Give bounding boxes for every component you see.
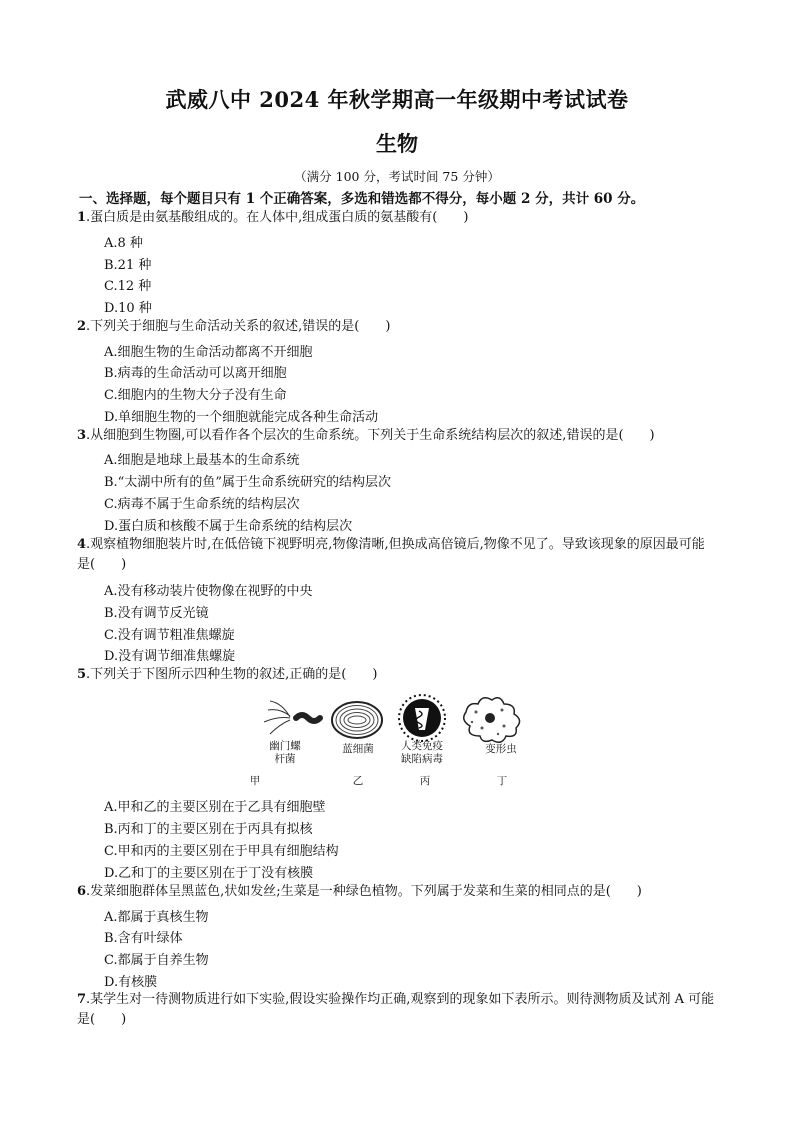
organism-tag: 丁	[496, 775, 508, 787]
organism-caption: 幽门螺 杆菌	[269, 740, 301, 765]
question-6: 6.发菜细胞群体呈黑蓝色,状如发丝;生菜是一种绿色植物。下列属于发菜和生菜的相同点的是( )	[77, 884, 642, 899]
option: B.“太湖中所有的鱼”属于生命系统研究的结构层次	[104, 475, 391, 490]
subject-title: 生物	[376, 131, 418, 156]
option: C.病毒不属于生命系统的结构层次	[104, 497, 300, 512]
option: C.甲和丙的主要区别在于甲具有细胞结构	[104, 844, 339, 859]
question-7: 7.某学生对一待测物质进行如下实验,假设实验操作均正确,观察到的现象如下表所示。则待测物质及试剂 A 可能是( )	[77, 992, 715, 1027]
exam-title: 武威八中 2024 年秋学期高一年级期中考试试卷	[165, 87, 629, 112]
option: B.病毒的生命活动可以离开细胞	[104, 366, 287, 381]
option: C.细胞内的生物大分子没有生命	[104, 388, 287, 403]
option: B.含有叶绿体	[104, 931, 183, 946]
question-2: 2.下列关于细胞与生命活动关系的叙述,错误的是( )	[77, 319, 391, 334]
option: D.10 种	[104, 301, 152, 316]
option: A.甲和乙的主要区别在于乙具有细胞壁	[104, 800, 326, 815]
option: C.12 种	[104, 279, 152, 294]
option: C.都属于自养生物	[104, 953, 209, 968]
organism-caption: 人类免疫 缺陷病毒	[401, 740, 443, 765]
cyanobacteria-icon	[332, 702, 382, 738]
helicobacter-icon	[264, 701, 320, 734]
question-5: 5.下列关于下图所示四种生物的叙述,正确的是( )	[77, 667, 378, 682]
organism-tag: 甲	[249, 775, 261, 787]
option: D.乙和丁的主要区别在于丁没有核膜	[104, 866, 314, 881]
option: B.没有调节反光镜	[104, 606, 209, 621]
option: D.没有调节细准焦螺旋	[104, 649, 236, 664]
question-4: 4.观察植物细胞装片时,在低倍镜下视野明亮,物像清晰,但换成高倍镜后,物像不见了。导致该现象的原因最可能是( )	[77, 537, 705, 572]
hiv-virus-icon	[399, 695, 445, 741]
question-3: 3.从细胞到生物圈,可以看作各个层次的生命系统。下列关于生命系统结构层次的叙述,错误的是( )	[77, 428, 655, 443]
option: A.都属于真核生物	[104, 910, 209, 925]
option: A.细胞是地球上最基本的生命系统	[104, 453, 300, 468]
organism-tag: 丙	[419, 775, 431, 787]
option: A.没有移动装片使物像在视野的中央	[104, 584, 313, 599]
option: D.蛋白质和核酸不属于生命系统的结构层次	[104, 519, 353, 534]
option: A.8 种	[104, 236, 143, 251]
option: C.没有调节粗准焦螺旋	[104, 628, 235, 643]
section-heading: 一、选择题，每个题目只有 1 个正确答案，多选和错选都不得分，每小题 2 分，共计 60 分。	[79, 191, 645, 207]
option: D.有核膜	[104, 975, 158, 990]
option: A.细胞生物的生命活动都离不开细胞	[104, 345, 313, 360]
organism-tag: 乙	[352, 775, 364, 787]
organism-caption: 蓝细菌	[342, 743, 374, 755]
option: B.丙和丁的主要区别在于丙具有拟核	[104, 822, 313, 837]
option: B.21 种	[104, 258, 152, 273]
option: D.单细胞生物的一个细胞就能完成各种生命活动	[104, 410, 379, 425]
organism-caption: 变形虫	[485, 743, 517, 755]
exam-note: （满分 100 分，考试时间 75 分钟）	[294, 169, 500, 184]
amoeba-icon	[464, 698, 520, 743]
question-1: 1.蛋白质是由氨基酸组成的。在人体中,组成蛋白质的氨基酸有( )	[77, 210, 469, 225]
